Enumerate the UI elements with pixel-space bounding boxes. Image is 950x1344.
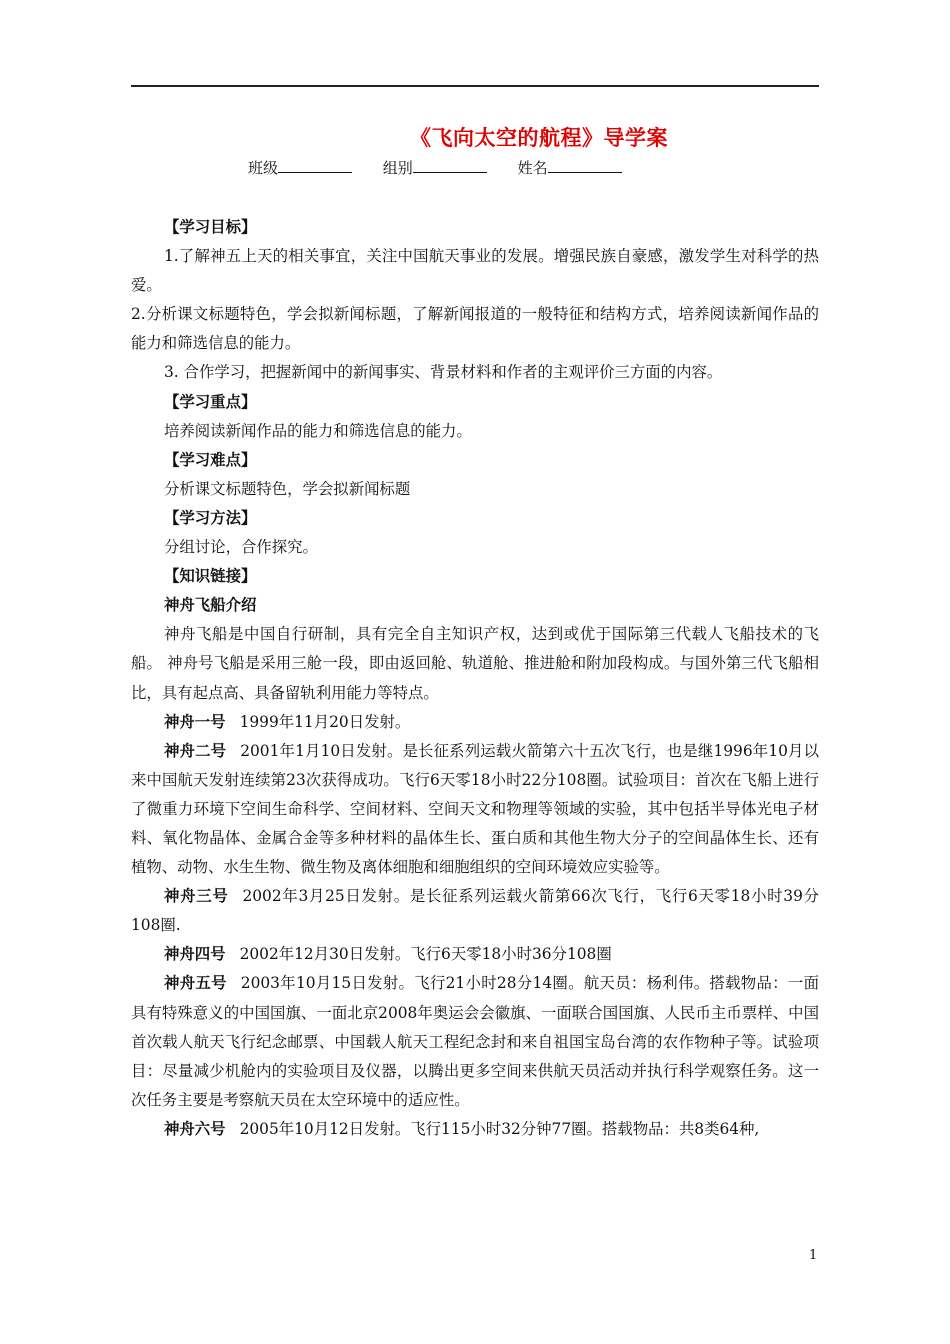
class-label: 班级	[248, 159, 279, 177]
ship-name: 神舟四号	[164, 945, 226, 964]
knowledge-link-heading: 【知识链接】	[164, 567, 257, 586]
page-number: 1	[809, 1248, 818, 1263]
page-title: 《飞向太空的航程》导学案	[410, 125, 668, 150]
student-info-fields	[248, 157, 648, 178]
ship-text: 2003年10月15日发射。飞行21小时28分14圈。航天员：杨利伟。搭载物品：一面具有特殊意义的中国国旗、一面北京2008年奥运会会徽旗、一面联合国国旗、人民币主币票样、中国首次载人航天飞行纪念邮票、中国载人航天工程纪念封和来自祖国宝岛台湾的农作物种子等。试验项目：尽量减少机舱内的实验项目及仪器，以腾出更多空间来供航天员活动并执行科学观察任务。这一次任务主要是考察航天员在太空环境中的适应性。	[131, 974, 819, 1109]
ship-text: 2002年12月30日发射。飞行6天零18小时36分108圈	[239, 945, 612, 964]
group-blank[interactable]	[413, 158, 487, 173]
ship-name: 神舟二号	[164, 741, 227, 760]
ship-entry-2	[131, 737, 819, 882]
ship-entry-3	[131, 882, 819, 940]
key-points-text: 培养阅读新闻作品的能力和筛选信息的能力。	[164, 421, 472, 440]
goal-2: 2.分析课文标题特色，学会拟新闻标题，了解新闻报道的一般特征和结构方式，培养阅读新闻作品的能力和筛选信息的能力。	[131, 305, 819, 353]
document-body	[131, 213, 819, 1144]
difficulties-heading: 【学习难点】	[164, 450, 257, 469]
method-heading: 【学习方法】	[164, 508, 257, 527]
shenzhou-intro-heading: 神舟飞船介绍	[164, 596, 257, 615]
shenzhou-intro-text: 神舟飞船是中国自行研制，具有完全自主知识产权，达到或优于国际第三代载人飞船技术的飞船。 神舟号飞船是采用三舱一段，即由返回舱、轨道舱、推进舱和附加段构成。与国外第三代飞船相比，具有起点高、具备留轨利用能力等特点。	[131, 625, 819, 702]
goal-3: 3. 合作学习，把握新闻中的新闻事实、背景材料和作者的主观评价三方面的内容。	[164, 363, 723, 382]
name-blank[interactable]	[548, 158, 622, 173]
group-field[interactable]	[383, 157, 487, 178]
method-text: 分组讨论，合作探究。	[164, 538, 318, 557]
ship-entry-6	[131, 1115, 819, 1144]
class-field[interactable]	[248, 157, 352, 178]
header-rule	[131, 85, 819, 87]
goal-1: 1.了解神五上天的相关事宜，关注中国航天事业的发展。增强民族自豪感，激发学生对科学的热爱。	[131, 247, 819, 295]
name-field[interactable]	[518, 157, 622, 178]
key-points-heading: 【学习重点】	[164, 392, 257, 411]
difficulties-text: 分析课文标题特色，学会拟新闻标题	[164, 479, 411, 498]
group-label: 组别	[382, 159, 413, 177]
ship-text: 2002年3月25日发射。是长征系列运载火箭第66次飞行，飞行6天零18小时39分108圈.	[131, 887, 819, 935]
ship-entry-4	[131, 940, 819, 969]
name-label: 姓名	[517, 159, 548, 177]
goals-heading: 【学习目标】	[164, 218, 257, 236]
ship-text: 2005年10月12日发射。飞行115小时32分钟77圈。搭载物品：共8类64种,	[239, 1119, 760, 1138]
ship-name: 神舟一号	[164, 712, 226, 731]
ship-name: 神舟三号	[164, 887, 229, 906]
ship-text: 1999年11月20日发射。	[239, 712, 411, 731]
class-blank[interactable]	[278, 158, 352, 173]
ship-name: 神舟六号	[164, 1119, 226, 1138]
ship-entry-5	[131, 969, 819, 1114]
ship-name: 神舟五号	[164, 974, 227, 993]
ship-entry-1	[131, 708, 819, 737]
ship-text: 2001年1月10日发射。是长征系列运载火箭第六十五次飞行，也是继1996年10月以来中国航天发射连续第23次获得成功。飞行6天零18小时22分108圈。试验项目：首次在飞船上进行了微重力环境下空间生命科学、空间材料、空间天文和物理等领域的实验，其中包括半导体光电子材料、氧化物晶体、金属合金等多种材料的晶体生长、蛋白质和其他生物大分子的空间晶体生长、还有植物、动物、水生生物、微生物及离体细胞和细胞组织的空间环境效应实验等。	[131, 741, 819, 877]
